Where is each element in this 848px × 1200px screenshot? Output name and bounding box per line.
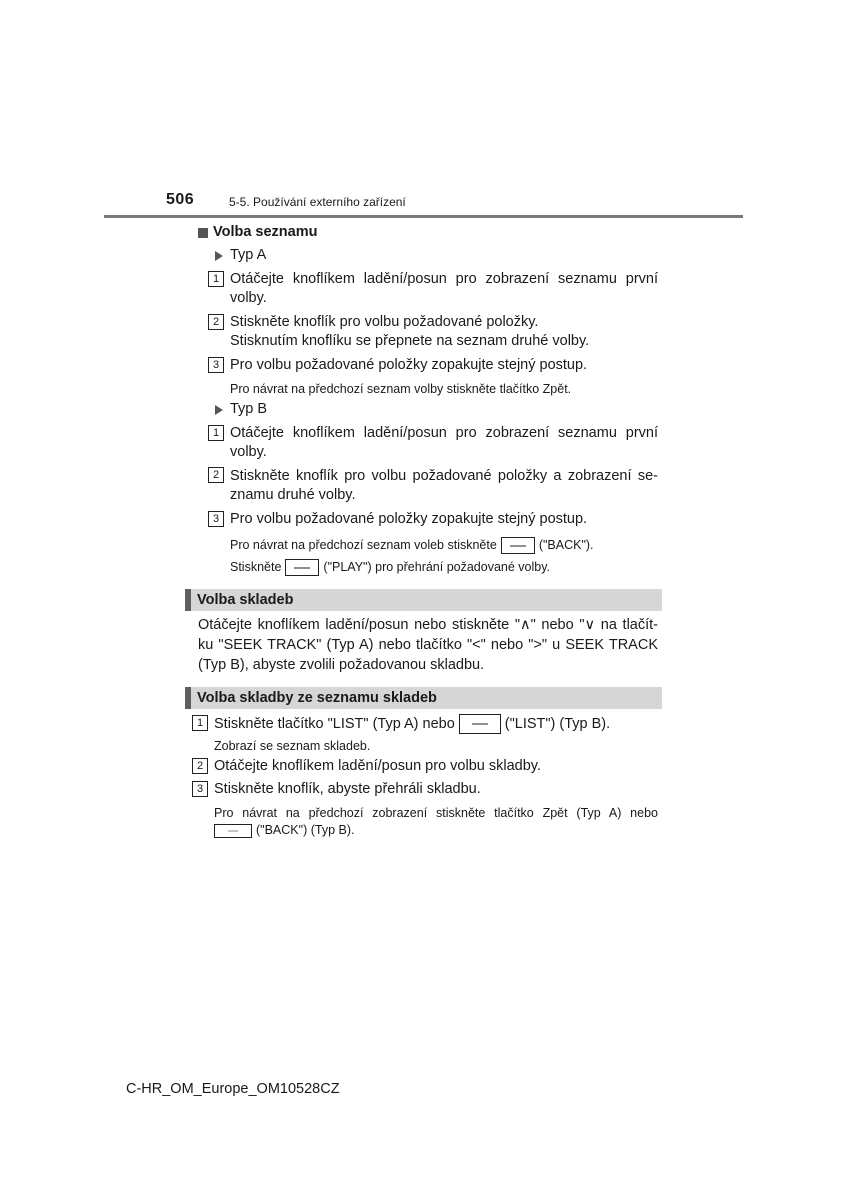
header-divider: [104, 215, 743, 218]
note-text: Stiskněte: [230, 560, 282, 574]
type-b-step2-line2: znamu druhé volby.: [230, 487, 356, 503]
type-b-step3: Pro volbu požadované položky zopakujte stejný postup.: [230, 511, 588, 527]
step-text: ("LIST") (Typ B).: [504, 715, 611, 732]
type-a-note: Pro návrat na předchozí seznam volby stiskněte tlačítko Zpět.: [230, 382, 572, 396]
triangle-bullet-icon: [215, 251, 223, 261]
play-button-icon: [285, 559, 319, 576]
track-list-step1: [214, 714, 610, 734]
type-b-step1-line1: Otáčejte knoflíkem ladění/posun pro zobrazení seznamu první: [230, 425, 658, 441]
track-list-step2: Otáčejte knoflíkem ladění/posun pro volbu skladby.: [214, 758, 541, 774]
step-number-badge: 3: [192, 781, 208, 797]
list-section-title: Volba seznamu: [213, 224, 318, 240]
note-text: ("BACK").: [538, 538, 594, 552]
note-text: Pro návrat na předchozí seznam voleb stiskněte: [230, 538, 497, 552]
note-text: ("BACK") (Typ B).: [256, 823, 355, 837]
track-list-note-line1: Pro návrat na předchozí zobrazení stiskněte tlačítko Zpět (Typ A) nebo: [214, 806, 658, 820]
type-a-step2-line1: Stiskněte knoflík pro volbu požadované položky.: [230, 314, 539, 330]
type-b-label: Typ B: [230, 401, 268, 417]
type-b-step2-line1: Stiskněte knoflík pro volbu požadované položky a zobrazení se-: [230, 468, 658, 484]
type-a-label: Typ A: [230, 247, 267, 263]
track-select-line2: ku "SEEK TRACK" (Typ A) nebo tlačítko "<" nebo ">" u SEEK TRACK: [198, 637, 658, 653]
track-list-note-line2: [214, 822, 354, 839]
back-button-icon: [214, 824, 252, 838]
step-number-badge: 1: [192, 715, 208, 731]
type-a-step1-line1: Otáčejte knoflíkem ladění/posun pro zobrazení seznamu první: [230, 271, 658, 287]
step-number-badge: 3: [208, 357, 224, 373]
type-b-note-back: [230, 537, 594, 554]
square-bullet-icon: [198, 228, 208, 238]
track-select-title: Volba skladeb: [197, 592, 294, 608]
section-title: 5-5. Používání externího zařízení: [229, 195, 406, 209]
type-b-step1-line2: volby.: [230, 444, 267, 460]
step-number-badge: 3: [208, 511, 224, 527]
type-a-step3: Pro volbu požadované položky zopakujte stejný postup.: [230, 357, 588, 373]
track-list-step3: Stiskněte knoflík, abyste přehráli skladbu.: [214, 781, 481, 797]
track-list-heading-band: [185, 687, 662, 709]
track-select-heading-band: [185, 589, 662, 611]
step-number-badge: 2: [208, 314, 224, 330]
step-text: Stiskněte tlačítko "LIST" (Typ A) nebo: [214, 715, 455, 732]
step-number-badge: 2: [192, 758, 208, 774]
back-button-icon: [501, 537, 535, 554]
type-a-step2-line2: Stisknutím knoflíku se přepnete na seznam druhé volby.: [230, 333, 590, 349]
step-number-badge: 1: [208, 425, 224, 441]
document-code: C-HR_OM_Europe_OM10528CZ: [126, 1081, 340, 1097]
list-button-icon: [459, 714, 501, 734]
track-list-title: Volba skladby ze seznamu skladeb: [197, 690, 437, 706]
track-select-line3: (Typ B), abyste zvolili požadovanou skladbu.: [198, 657, 485, 673]
step-number-badge: 1: [208, 271, 224, 287]
type-b-note-play: [230, 559, 550, 576]
note-text: ("PLAY") pro přehrání požadované volby.: [323, 560, 551, 574]
track-select-line1: Otáčejte knoflíkem ladění/posun nebo stiskněte "∧" nebo "∨ na tlačít-: [198, 617, 658, 633]
track-list-step1-note: Zobrazí se seznam skladeb.: [214, 739, 371, 753]
step-number-badge: 2: [208, 467, 224, 483]
page-number: 506: [166, 191, 195, 208]
triangle-bullet-icon: [215, 405, 223, 415]
type-a-step1-line2: volby.: [230, 290, 267, 306]
